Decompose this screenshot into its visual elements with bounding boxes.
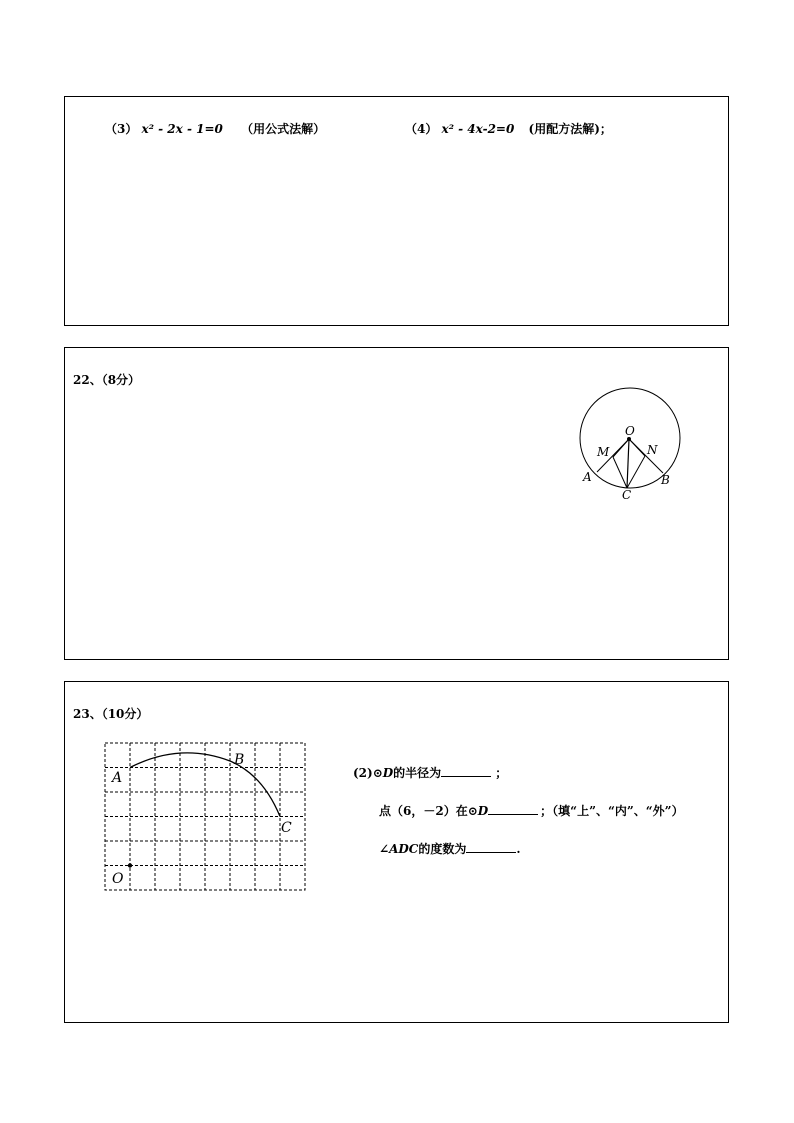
line-point-position — [379, 802, 684, 818]
part-3-equation: x² - 2x - 1=0 — [141, 122, 223, 136]
label-o: O — [625, 424, 635, 438]
point-o — [128, 863, 132, 867]
line-radius-suffix: 的半径为 — [393, 766, 442, 780]
question-21-box — [64, 96, 729, 326]
line-angle-var: ADC — [389, 842, 419, 856]
label-a: A — [583, 470, 592, 484]
label-n: N — [647, 443, 658, 457]
label-b: B — [234, 752, 245, 768]
label-o: O — [112, 871, 124, 887]
line-point-var: D — [477, 804, 489, 818]
label-c: C — [281, 820, 292, 836]
label-m: M — [597, 445, 610, 459]
question-22-header: 22、（8分） — [73, 373, 141, 387]
line-radius-prefix: (2)⊙ — [353, 766, 383, 780]
point-position-blank[interactable] — [488, 802, 538, 815]
line-point-end: ；（填“上”、“内”、“外”） — [540, 804, 684, 818]
question-22-box — [64, 347, 729, 660]
part-3-line — [105, 122, 325, 136]
line-radius-end: ； — [495, 766, 508, 780]
line-angle-end: . — [516, 842, 521, 856]
line-angle-suffix: 的度数为 — [418, 842, 467, 856]
part-3-method: （用公式法解） — [241, 122, 326, 136]
part-4-method: (用配方法解)； — [528, 122, 612, 136]
line-radius-var: D — [382, 766, 394, 780]
part-4-label: （4） — [405, 122, 438, 136]
grid-figure — [103, 740, 309, 894]
part-4-line — [405, 122, 612, 136]
line-radius — [353, 764, 507, 780]
label-c: C — [622, 488, 632, 502]
segment-om — [613, 439, 629, 457]
question-23-box — [64, 681, 729, 1023]
radius-blank[interactable] — [441, 764, 491, 777]
part-3-label: （3） — [105, 122, 138, 136]
label-a: A — [112, 770, 123, 786]
line-angle — [379, 840, 521, 856]
segment-nc — [627, 456, 645, 488]
question-23-header: 23、（10分） — [73, 707, 149, 721]
label-b: B — [661, 473, 670, 487]
angle-blank[interactable] — [466, 840, 516, 853]
circle-figure — [565, 378, 695, 503]
line-angle-prefix: ∠ — [379, 842, 390, 856]
part-4-equation: x² - 4x-2=0 — [441, 122, 515, 136]
segment-mc — [613, 457, 627, 488]
line-point-prefix: 点（6，－2）在⊙ — [379, 804, 478, 818]
segment-on — [629, 439, 645, 456]
segment-oc — [627, 439, 629, 488]
